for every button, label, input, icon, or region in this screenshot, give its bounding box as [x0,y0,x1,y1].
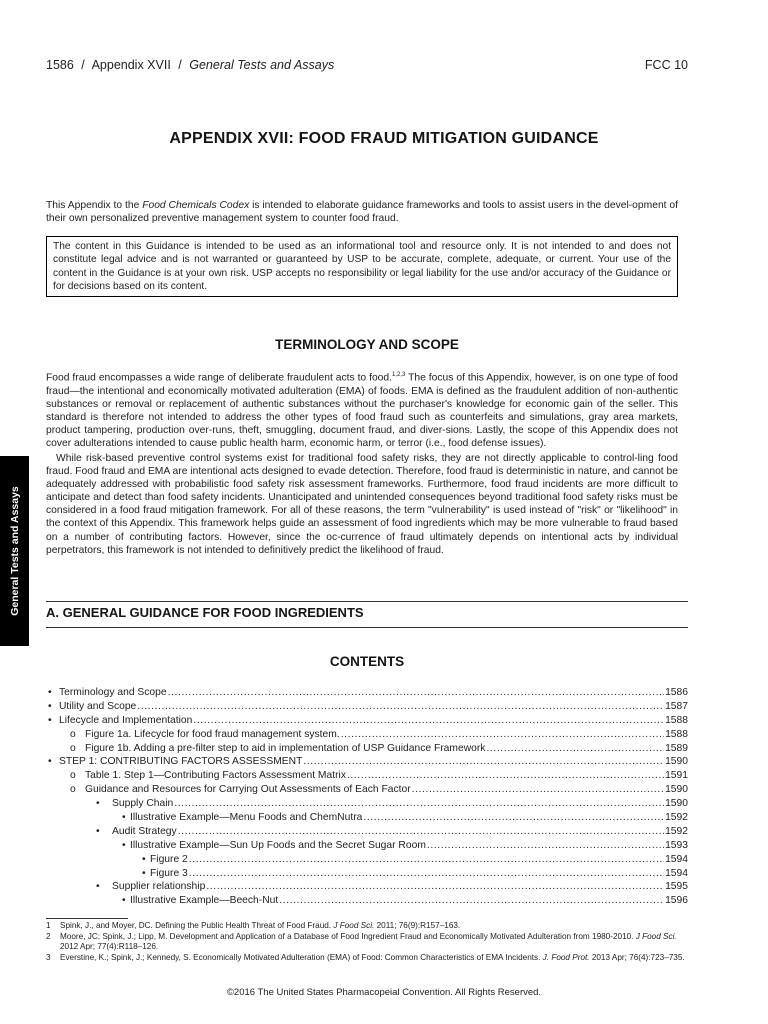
toc-entry [46,797,688,811]
intro-text-cont: is intended to elaborate guidance frameworks and tools to assist users in the devel-opment of their own personalized preventive management system to counter food fraud. [46,200,678,225]
toc-leader-dots [303,755,664,769]
toc-leader-dots [178,825,664,839]
header-separator: / [178,58,182,72]
toc-marker: • [96,881,100,893]
footnote-text: Spink, J., and Moyer, DC. Defining the Public Health Threat of Food Fraud. [60,921,334,930]
toc-marker: • [122,839,126,851]
toc-entry [46,825,688,839]
toc-leader-dots [189,853,664,867]
toc-marker: o [70,770,76,782]
footnote-journal: J. Food Prot. [542,953,590,962]
toc-page-number: 1589 [665,742,688,754]
header-separator: / [81,58,85,72]
toc-entry [46,853,688,867]
toc-page-number: 1594 [665,867,688,879]
terminology-paragraph-1 [46,369,678,450]
toc-entry-text: Figure 3 [150,867,188,879]
footnote-text-cont: 2012 Apr; 77(4):R118–126. [60,942,159,952]
toc-entry [46,894,688,908]
p1-text-cont: The focus of this Appendix, however, is on one type of food fraud—the intentional and economically motivated adulteration (EMA) of foods. EMA is defined as the fraudulent addition of non-authentic substances or removal or replacement of authentic substances without the purchaser's knowledge for economic gain of the seller. This standard is therefore not intended to address the other types of food fraud such as counterfeits and simulations, gray area markets, product tampering, production over-runs, theft, smuggling, document fraud, and diver-sions. Lastly, the scope of this Appendix does not cover adulterations intended to cause public health harm, economic harm, or terror (i.e., food defense issues). [46,372,678,449]
toc-entry [46,867,688,881]
toc-entry [46,686,688,700]
footnote-rule [46,918,128,919]
toc-leader-dots [363,811,664,825]
toc-leader-dots [189,867,664,881]
toc-page-number: 1588 [665,714,688,726]
toc-marker: • [48,687,52,698]
toc-entry [46,769,688,783]
section-rule-bottom [46,627,688,628]
footnote-text-cont: 2013 Apr; 76(4):723–735. [589,953,685,962]
toc-entry-text: Figure 2 [150,853,188,865]
toc-leader-dots [137,700,664,714]
toc-leader-dots [279,894,664,908]
toc-entry-text: Supplier relationship [112,881,206,893]
toc-marker: • [48,756,52,768]
toc-entry [46,839,688,853]
page-title: APPENDIX XVII: FOOD FRAUD MITIGATION GUIDANCE [169,130,599,147]
toc-page-number: 1594 [665,853,688,865]
appendix-label: Appendix XVII [91,58,171,72]
toc-leader-dots [412,783,664,797]
footnote-ref: 1,2,3 [392,372,406,378]
terminology-body [46,369,678,557]
footnote-text: Everstine, K.; Spink, J.; Kennedy, S. Economically Motivated Adulteration (EMA) of Food: Common Characteristics of EMA Incidents. [60,953,543,962]
footnote-number: 3 [46,953,51,962]
toc-marker: • [122,812,126,824]
toc-page-number: 1596 [665,895,688,907]
toc-marker: • [122,895,126,907]
toc-page-number: 1587 [665,700,688,712]
footnote [46,932,688,953]
toc-entry [46,811,688,825]
toc-marker: o [70,784,76,796]
terminology-paragraph-2: While risk-based preventive control systems exist for traditional food safety risks, they are not directly applicable to control-ling food fraud. Food fraud and EMA are intentional acts designed to evade detection. Therefore, food fraud is deterministic in nature, and cannot be adequately addressed with probabilistic food safety risk assessment frameworks. Furthermore, food fraud incidents are more difficult to anticipate and detect than food safety incidents. Unanticipated and unintended consequences beyond traditional food safety risks must be considered in a food fraud mitigation framework. For all of these reasons, the term "vulnerability" is used instead of "risk" or "likelihood" in the context of this Appendix. This framework helps guide an assessment of food ingredients which may be more vulnerable to fraud based on a number of contributing factors. However, since the oc-currence of fraud ultimately depends on intentional acts by individual perpetrators, this framework is not intended to definitively predict the likelihood of fraud. [46,452,678,556]
toc-leader-dots [427,839,664,853]
footnote-text-cont: 2011; 76(9):R157–163. [374,921,461,930]
toc-entry-text: Figure 1b. Adding a pre-filter step to aid in implementation of USP Guidance Framework [85,742,486,754]
intro-text: This Appendix to the [46,200,143,211]
toc-page-number: 1592 [665,825,688,837]
toc-page-number: 1595 [665,881,688,893]
p1-text: Food fraud encompasses a wide range of deliberate fraudulent acts to food. [46,372,392,384]
toc-leader-dots [206,880,664,894]
terminology-heading: TERMINOLOGY AND SCOPE [275,337,459,352]
section-label: General Tests and Assays [189,58,335,72]
table-of-contents [46,686,688,908]
toc-entry-text: STEP 1: CONTRIBUTING FACTORS ASSESSMENT [59,756,303,768]
toc-page-number: 1591 [665,770,688,782]
toc-leader-dots [486,742,664,756]
toc-marker: • [142,853,146,865]
toc-entry-text: Illustrative Example—Menu Foods and ChemNutra [130,812,363,824]
intro-italic: Food Chemicals Codex [142,200,250,211]
footnote [46,953,688,963]
toc-marker: • [96,798,100,810]
toc-page-number: 1593 [665,839,688,851]
toc-entry [46,755,688,769]
contents-heading: CONTENTS [329,654,405,669]
toc-entry-text: Illustrative Example—Beech-Nut [130,895,279,907]
toc-marker: • [48,714,52,726]
toc-page-number: 1586 [665,687,688,698]
toc-entry-text: Utility and Scope [59,700,137,712]
toc-entry-text: Table 1. Step 1—Contributing Factors Assessment Matrix [85,770,346,782]
toc-entry-text: Supply Chain [112,798,174,810]
toc-entry [46,783,688,797]
intro-paragraph [46,199,678,225]
footnote-number: 2 [46,932,51,941]
toc-marker: o [70,742,76,754]
footnote [46,921,688,931]
section-rule-top [46,601,688,602]
edition-label: FCC 10 [644,58,688,72]
toc-entry [46,700,688,714]
toc-page-number: 1590 [665,756,688,768]
page-number: 1586 [46,58,74,72]
toc-entry-text: Audit Strategy [112,825,177,837]
running-header [46,58,334,72]
toc-leader-dots [347,769,664,783]
toc-leader-dots [168,686,664,700]
section-a-heading: A. GENERAL GUIDANCE FOR FOOD INGREDIENTS [46,605,364,620]
toc-page-number: 1590 [665,784,688,796]
toc-marker: • [96,825,100,837]
toc-entry-text: Illustrative Example—Sun Up Foods and the Secret Sugar Room [130,839,426,851]
toc-page-number: 1588 [665,728,688,740]
toc-page-number: 1592 [665,812,688,824]
toc-entry-text: Guidance and Resources for Carrying Out Assessments of Each Factor [85,784,411,796]
toc-page-number: 1590 [665,798,688,810]
toc-entry [46,880,688,894]
side-tab-label: General Tests and Assays [8,486,21,616]
toc-leader-dots [193,714,664,728]
toc-entry-text: Lifecycle and Implementation [59,714,193,726]
toc-entry [46,714,688,728]
footnote-number: 1 [46,921,51,930]
toc-marker: o [70,728,76,740]
toc-entry [46,742,688,756]
toc-leader-dots [174,797,664,811]
toc-entry [46,728,688,742]
toc-leader-dots [341,728,664,742]
toc-entry-text: Figure 1a. Lifecycle for food fraud management system. [85,728,340,740]
side-tab [0,456,29,646]
toc-entry-text: Terminology and Scope [59,687,167,698]
copyright: ©2016 The United States Pharmacopeial Convention. All Rights Reserved. [226,987,542,998]
toc-marker: • [48,700,52,712]
disclaimer-box: The content in this Guidance is intended to be used as an informational tool and resource only. It is not intended to and does not constitute legal advice and is not warranted or guaranteed by USP to be accurate, complete, adequate, or current. Your use of the content in the Guidance is at your own risk. USP accepts no responsibility or legal liability for the use and/or accuracy of the Guidance or for decisions based on its content. [46,236,678,297]
toc-marker: • [142,867,146,879]
footnote-journal: J Food Sci. [635,932,677,941]
footnote-text: Moore, JC; Spink, J.; Lipp, M. Development and Application of a Database of Food Ingredient Fraud and Economically Motivated Adulteration from 1980-2010. [60,932,636,941]
footnote-journal: J Food Sci. [333,921,375,930]
